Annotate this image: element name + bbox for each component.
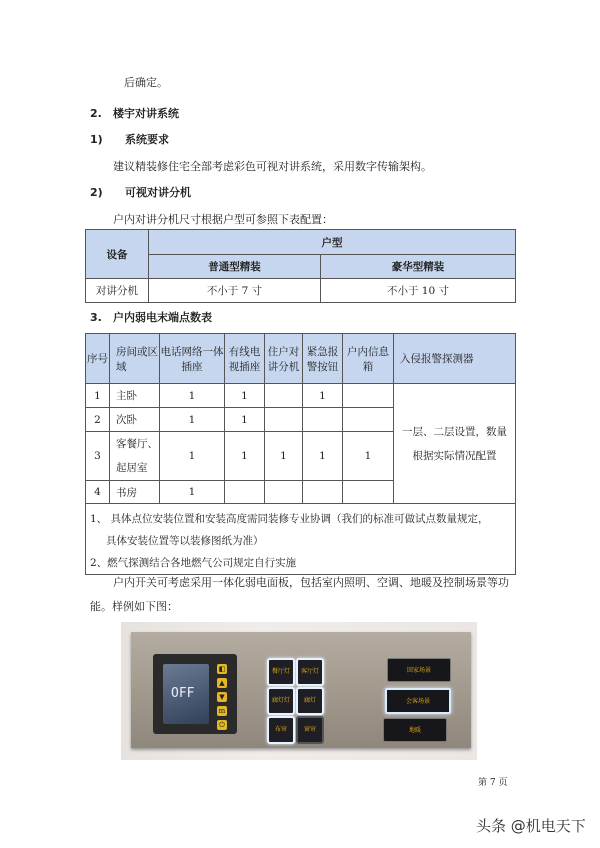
cell-intercom — [265, 384, 303, 408]
cell-box — [343, 408, 394, 432]
curtain-key-2 — [296, 716, 324, 744]
key-label: 餐厅灯 — [271, 668, 290, 675]
paragraph-line-2: 能。样例如下图： — [90, 600, 178, 613]
cell-phone: 1 — [160, 432, 225, 481]
visitor-scene-key — [385, 688, 451, 714]
continued-text: 后确定。 — [124, 76, 168, 89]
cell-phone: 1 — [160, 481, 225, 504]
watermark: 头条 @机电天下 — [476, 817, 586, 835]
scene-label: 回家场景 — [406, 667, 431, 674]
cell-phone: 1 — [160, 384, 225, 408]
down-arrow-icon: ▼ — [217, 692, 227, 702]
cell-alarm: 1 — [303, 432, 343, 481]
subsection-2-number: 2) — [90, 186, 103, 199]
cell-no: 2 — [86, 408, 110, 432]
thermostat-screen — [163, 664, 209, 724]
subsection-2-body: 户内对讲分机尺寸根据户型可参照下表配置： — [113, 213, 333, 226]
cell-phone: 1 — [160, 408, 225, 432]
section-2-number: 2. — [90, 107, 102, 120]
cell-tv — [225, 481, 265, 504]
subsection-1-number: 1) — [90, 133, 103, 146]
cell-alarm — [303, 408, 343, 432]
row-device: 对讲分机 — [86, 279, 149, 303]
th-no: 序号 — [86, 334, 110, 384]
cell-box — [343, 481, 394, 504]
light-key-3 — [267, 687, 295, 715]
key-label: 廊灯灯 — [271, 697, 290, 704]
th-detector: 入侵报警探测器 — [394, 334, 516, 384]
light-key-1 — [267, 658, 295, 686]
cell-detector-note: 一层、二层设置，数量根据实际情况配置 — [394, 384, 516, 504]
thermostat-module — [153, 654, 237, 734]
section-3-number: 3. — [90, 311, 102, 324]
header-standard: 普通型精装 — [149, 255, 321, 279]
cell-room: 主卧 — [110, 384, 160, 408]
key-label: 客厅灯 — [300, 668, 319, 675]
th-phone: 电话网络一体插座 — [160, 334, 225, 384]
cell-tv: 1 — [225, 432, 265, 481]
cell-room: 书房 — [110, 481, 160, 504]
cell-room: 次卧 — [110, 408, 160, 432]
cell-no: 1 — [86, 384, 110, 408]
key-label: 布帘 — [274, 726, 287, 733]
section-3-title: 户内弱电末端点数表 — [113, 311, 212, 324]
section-2-title: 楼宇对讲系统 — [113, 107, 179, 120]
th-intercom: 住户对讲分机 — [265, 334, 303, 384]
panel-plate — [131, 632, 471, 748]
subsection-1-title: 系统要求 — [125, 133, 169, 146]
menu-icon: m — [218, 707, 226, 715]
mode-icon: ◧ — [218, 665, 226, 673]
scene-label: 地暖 — [408, 727, 421, 734]
row-standard: 不小于 7 寸 — [149, 279, 321, 303]
header-device: 设备 — [86, 230, 149, 279]
header-luxury: 豪华型精装 — [321, 255, 516, 279]
cell-tv: 1 — [225, 384, 265, 408]
cell-no: 4 — [86, 481, 110, 504]
note-1-line-1: 1、 具体点位安装位置和安装高度需同装修专业协调（我们的标准可做试点数量规定， — [90, 513, 489, 525]
note-1-line-2: 具体安装位置等以装修图纸为准） — [106, 535, 264, 547]
light-key-4 — [296, 687, 324, 715]
scene-label: 会客场景 — [405, 698, 430, 705]
cell-intercom — [265, 408, 303, 432]
cell-box: 1 — [343, 432, 394, 481]
table-notes — [86, 504, 516, 575]
floor-heating-key — [383, 718, 447, 742]
th-alarm: 紧急报警按钮 — [303, 334, 343, 384]
subsection-1-body: 建议精装修住宅全部考虑彩色可视对讲系统，采用数字传输架构。 — [113, 160, 432, 173]
curtain-key-1 — [267, 716, 295, 744]
note-2: 2、燃气探测结合各地燃气公司规定自行实施 — [90, 557, 297, 569]
row-luxury: 不小于 10 寸 — [321, 279, 516, 303]
cell-room: 客餐厅、起居室 — [110, 432, 160, 481]
display-status: OFF — [171, 686, 195, 701]
terminal-points-table — [85, 333, 516, 575]
page-number: 第 7 页 — [478, 778, 508, 788]
cell-intercom: 1 — [265, 432, 303, 481]
intercom-size-table — [85, 229, 516, 303]
table-row — [86, 384, 516, 408]
th-room: 房间或区域 — [110, 334, 160, 384]
cell-tv: 1 — [225, 408, 265, 432]
th-tv: 有线电视插座 — [225, 334, 265, 384]
home-scene-key — [387, 658, 451, 682]
paragraph-line-1: 户内开关可考虑采用一体化弱电面板，包括室内照明、空调、地暖及控制场景等功 — [113, 576, 509, 589]
th-info-box: 户内信息箱 — [343, 334, 394, 384]
subsection-2-title: 可视对讲分机 — [125, 186, 191, 199]
up-arrow-icon: ▲ — [217, 678, 227, 688]
cell-no: 3 — [86, 432, 110, 481]
light-key-2 — [296, 658, 324, 686]
key-label: 窗帘 — [303, 726, 316, 733]
header-unit-type: 户型 — [149, 230, 516, 255]
cell-intercom — [265, 481, 303, 504]
key-label: 廊灯 — [303, 697, 316, 704]
smart-panel-photo — [121, 622, 477, 760]
cell-alarm — [303, 481, 343, 504]
cell-box — [343, 384, 394, 408]
cell-alarm: 1 — [303, 384, 343, 408]
power-icon: ⏻ — [217, 720, 227, 730]
